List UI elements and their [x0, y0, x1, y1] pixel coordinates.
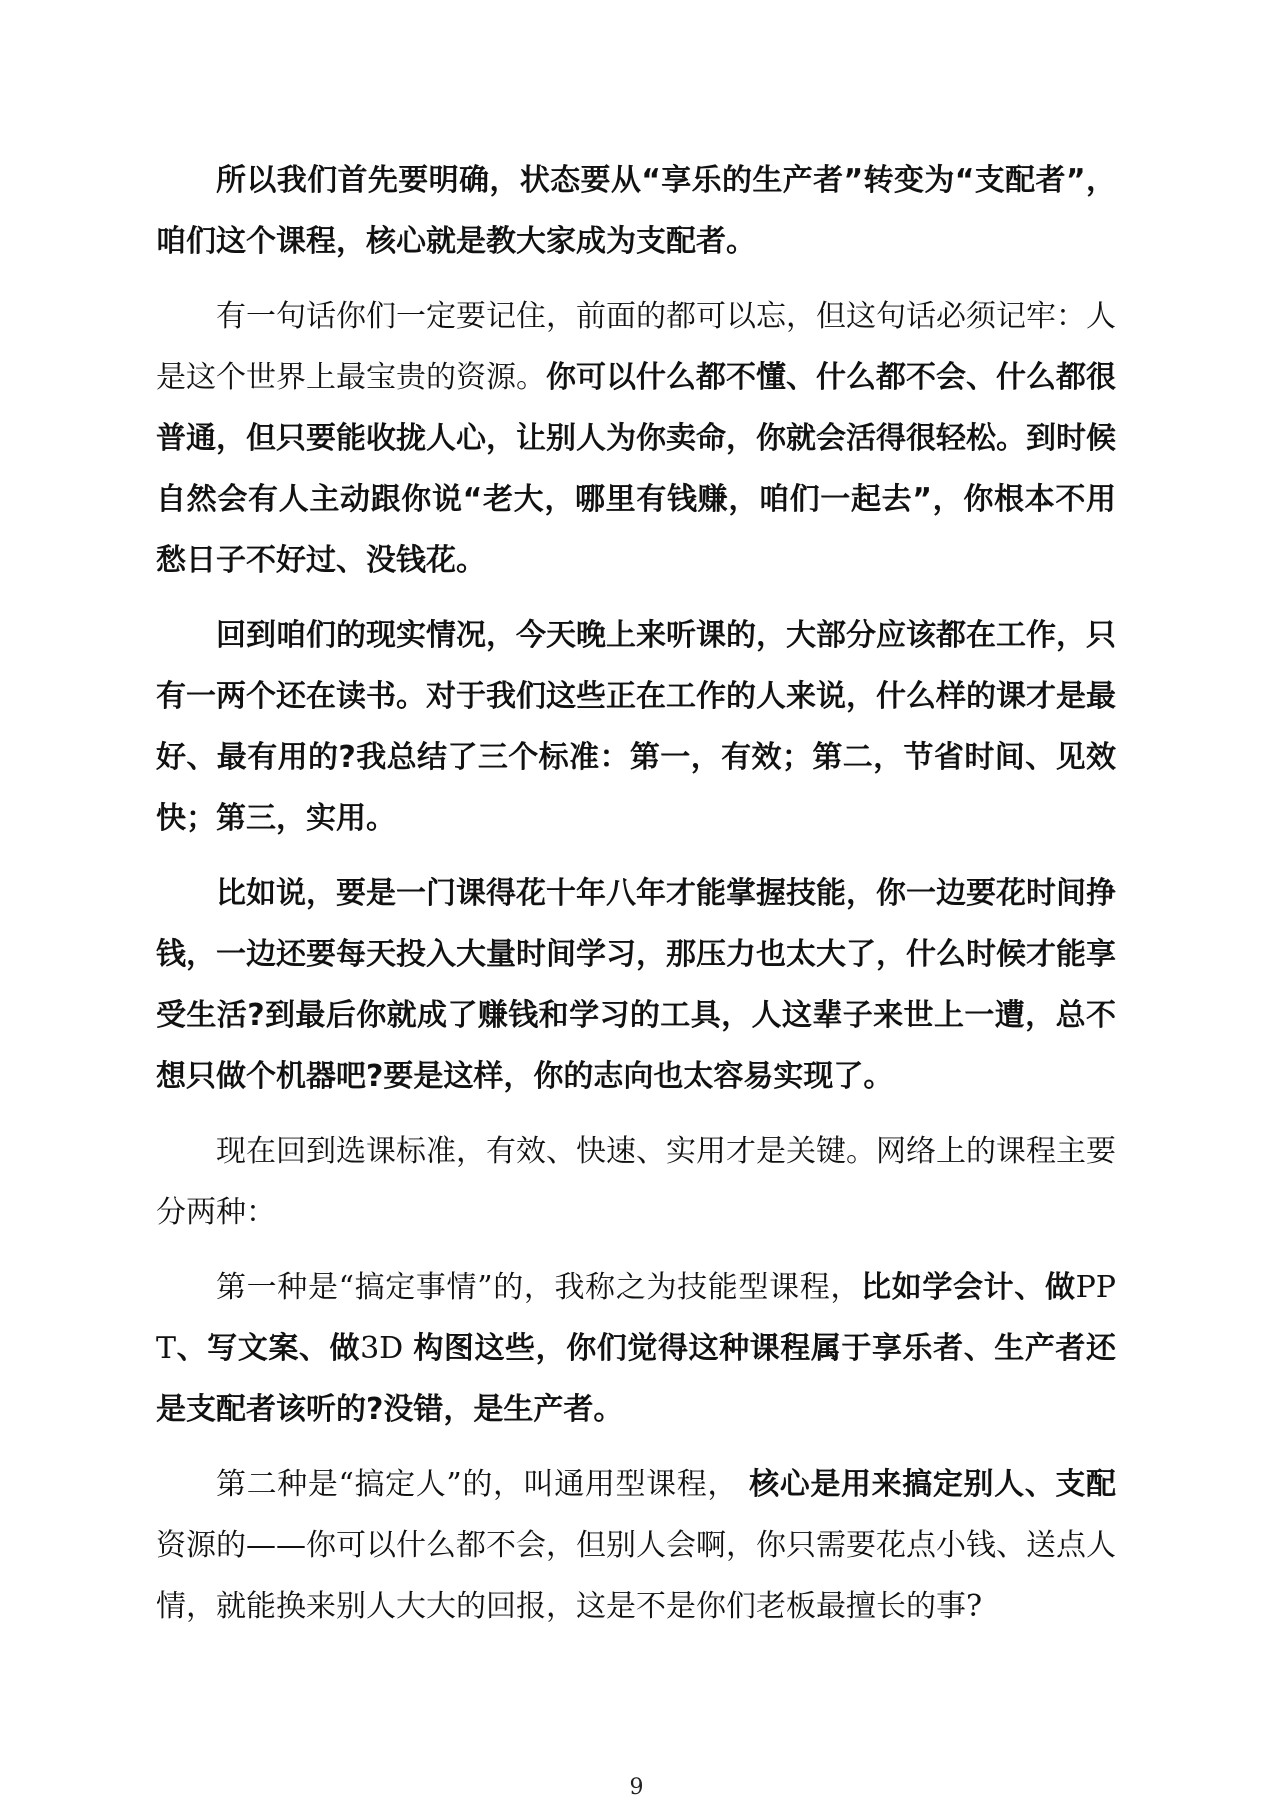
- document-body: [156, 150, 1116, 1651]
- paragraph-6-text-2: 比如学会计、做: [861, 1270, 1076, 1305]
- paragraph-3-text: 回到咱们的现实情况，今天晚上来听课的，大部分应该都在工作，只有一两个还在读书。对于我们这些正在工作的人来说，什么样的课才是最好、最有用的?我总结了三个标准：第一，有效；第二，节省时间、见效快；第三，实用。: [156, 618, 1116, 836]
- paragraph-2: [156, 286, 1116, 591]
- paragraph-4: [156, 863, 1116, 1107]
- paragraph-6-text-5: 3D: [360, 1331, 414, 1366]
- paragraph-3: [156, 605, 1116, 849]
- paragraph-5-text: 现在回到选课标准，有效、快速、实用才是关键。网络上的课程主要分两种：: [156, 1134, 1116, 1230]
- paragraph-7-text-2: 核心是用来搞定别人、支配: [738, 1467, 1116, 1502]
- paragraph-6-text-6: 构图这些，你们觉得这种课程属于享乐者、生产者还是支配者该听的?没错，是生产者。: [156, 1331, 1117, 1427]
- paragraph-2-text-regular: 有一句话你们一定要记住，前面的都可以忘，但这句话必须记牢：人是这个世界上最宝贵的资源。: [156, 299, 1116, 395]
- page-number: 9: [629, 1775, 644, 1800]
- paragraph-4-text: 比如说，要是一门课得花十年八年才能掌握技能，你一边要花时间挣钱，一边还要每天投入大量时间学习，那压力也太大了，什么时候才能享受生活?到最后你就成了赚钱和学习的工具，人这辈子来世上一遭，总不想只做个机器吧?要是这样，你的志向也太容易实现了。: [156, 876, 1116, 1094]
- paragraph-6: [156, 1257, 1116, 1440]
- paragraph-6-text-1: 第一种是“搞定事情”的，我称之为技能型课程，: [216, 1270, 862, 1305]
- paragraph-6-text-3: PPT: [156, 1270, 1116, 1366]
- paragraph-6-text-4: 、写文案、做: [176, 1331, 361, 1366]
- paragraph-7-text-1: 第二种是“搞定人”的，叫通用型课程，: [216, 1467, 738, 1502]
- paragraph-7-text-3: 资源的——你可以什么都不会，但别人会啊，你只需要花点小钱、送点人情，就能换来别人大大的回报，这是不是你们老板最擅长的事?: [156, 1528, 1116, 1624]
- paragraph-7: [156, 1454, 1116, 1637]
- paragraph-5: [156, 1121, 1116, 1243]
- paragraph-1-text: 所以我们首先要明确，状态要从“享乐的生产者”转变为“支配者”，咱们这个课程，核心就是教大家成为支配者。: [156, 163, 1116, 259]
- paragraph-1: [156, 150, 1116, 272]
- paragraph-2-text-bold: 你可以什么都不懂、什么都不会、什么都很普通，但只要能收拢人心，让别人为你卖命，你就会活得很轻松。到时候自然会有人主动跟你说“老大，哪里有钱赚，咱们一起去”，你根本不用愁日子不好过、没钱花。: [156, 360, 1116, 578]
